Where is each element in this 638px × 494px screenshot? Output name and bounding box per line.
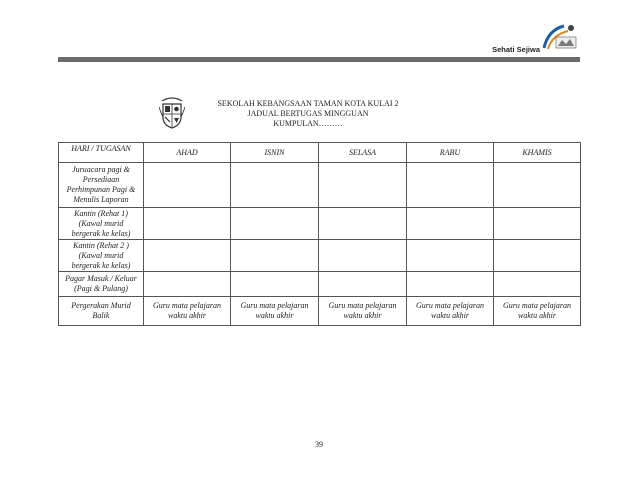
task-cell: Juruacara pagi & Persediaan Perhimpunan Pagi & Menulis Laporan [59, 163, 144, 208]
column-header-khamis: KHAMIS [494, 143, 581, 163]
page-number: 39 [315, 440, 323, 449]
header-motto: Sehati Sejiwa [492, 45, 540, 54]
duty-cell[interactable] [407, 272, 494, 297]
schedule-title: JADUAL BERTUGAS MINGGUAN [247, 109, 369, 118]
table-row [59, 163, 581, 208]
header-divider [58, 57, 580, 62]
task-cell: Pergerakan Murid Balik [59, 297, 144, 326]
duty-cell[interactable] [144, 208, 231, 240]
duty-cell[interactable] [231, 240, 319, 272]
column-header-selasa: SELASA [319, 143, 407, 163]
table-header-row [59, 143, 581, 163]
duty-cell: Guru mata pelajaran waktu akhir [407, 297, 494, 326]
duty-cell[interactable] [494, 272, 581, 297]
duty-cell[interactable] [144, 272, 231, 297]
task-cell: Pagar Masuk / Keluar (Pagi & Pulang) [59, 272, 144, 297]
duty-cell: Guru mata pelajaran waktu akhir [494, 297, 581, 326]
task-cell: Kantin (Rehat 1) (Kawal murid bergerak ke kelas) [59, 208, 144, 240]
column-header-task: HARI / TUGASAN [59, 143, 144, 163]
duty-cell[interactable] [407, 240, 494, 272]
table-row [59, 240, 581, 272]
duty-cell[interactable] [319, 240, 407, 272]
column-header-rabu: RABU [407, 143, 494, 163]
table-row [59, 297, 581, 326]
school-emblem-logo [538, 22, 578, 52]
duty-cell[interactable] [144, 240, 231, 272]
document-title [150, 99, 466, 129]
table-row [59, 272, 581, 297]
duty-cell[interactable] [494, 208, 581, 240]
duty-cell[interactable] [407, 163, 494, 208]
column-header-ahad: AHAD [144, 143, 231, 163]
duty-cell[interactable] [144, 163, 231, 208]
duty-cell: Guru mata pelajaran waktu akhir [144, 297, 231, 326]
duty-cell[interactable] [231, 208, 319, 240]
duty-cell[interactable] [231, 272, 319, 297]
duty-cell: Guru mata pelajaran waktu akhir [319, 297, 407, 326]
column-header-isnin: ISNIN [231, 143, 319, 163]
table-row [59, 208, 581, 240]
duty-cell[interactable] [407, 208, 494, 240]
duty-cell[interactable] [231, 163, 319, 208]
group-label: KUMPULAN……… [273, 119, 343, 128]
duty-schedule-table [58, 142, 581, 326]
task-cell: Kantin (Rehat 2 ) (Kawal murid bergerak ke kelas) [59, 240, 144, 272]
duty-cell[interactable] [319, 272, 407, 297]
duty-cell[interactable] [494, 240, 581, 272]
duty-cell: Guru mata pelajaran waktu akhir [231, 297, 319, 326]
duty-cell[interactable] [494, 163, 581, 208]
duty-cell[interactable] [319, 163, 407, 208]
duty-cell[interactable] [319, 208, 407, 240]
school-name: SEKOLAH KEBANGSAAN TAMAN KOTA KULAI 2 [217, 99, 399, 108]
